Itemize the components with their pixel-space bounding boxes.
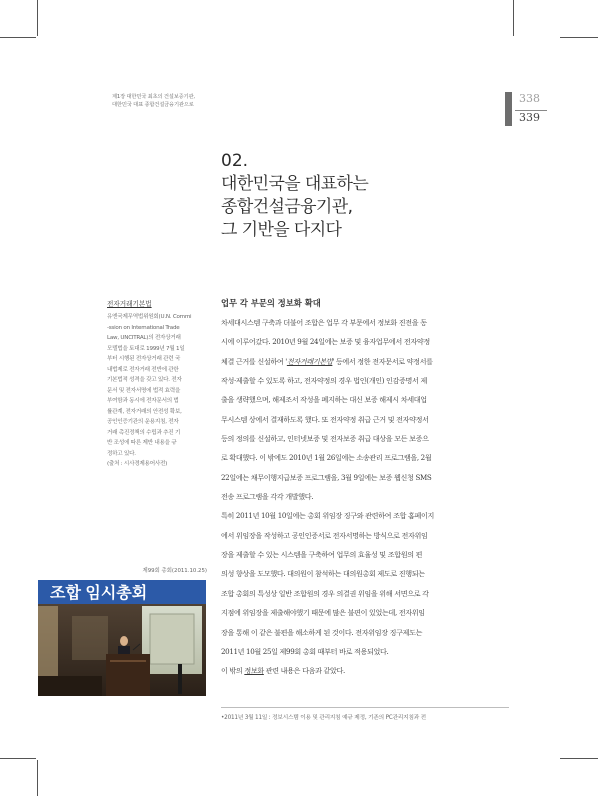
note-line: Law, UNCITRAL)의 전자상거래 [107, 335, 181, 341]
note-line: 공인인증기관의 운용지침, 전자 [107, 419, 179, 425]
note-line: 정하고 있다. [107, 450, 136, 457]
section-title [221, 173, 481, 242]
crop-mark [513, 0, 514, 36]
note-line: 유엔국제무역법위원회(U.N. Commi [107, 314, 192, 320]
note-line: 부터 시행된 전자상거래 관련 국 [107, 356, 181, 362]
body-line: 지점에 위임장을 제출해야했기 때문에 많은 불편이 있었는데, 전자위임 [221, 608, 425, 618]
body-line: 무시스템 상에서 결재하도록 했다. 또 전자약정 취급 근거 및 전자약정서 [221, 414, 429, 424]
article-body [221, 313, 511, 681]
crop-mark [37, 760, 38, 796]
body-line: 특히 2011년 10월 10일에는 총회 위임장 징구와 관련하여 조합 홈페이지 [221, 511, 435, 521]
body-line [221, 661, 511, 680]
note-line: 내법제로 전자거래 전반에 관한 [107, 366, 179, 373]
photo-caption: 제99회 총회(2011.10.25) [142, 568, 207, 574]
section-title-line: 종합건설금융기관, [221, 197, 353, 217]
page-tab-marker [505, 92, 512, 126]
section-title-line: 대한민국을 대표하는 [221, 174, 369, 194]
running-head-line: 제1장 대한민국 최초의 건설보증기관, [112, 94, 195, 100]
body-text-span: ' 등에서 정한 전자문서로 약정서를 [332, 356, 433, 366]
body-line: 2011년 10월 25일 제99회 총회 때부터 바로 적용되었다. [221, 646, 389, 656]
note-title: 전자거래기본법 [107, 300, 152, 308]
assembly-photo-image [38, 580, 206, 696]
crop-mark [37, 0, 38, 36]
body-line: 작성·제출할 수 있도록 하고, 전자약정의 경우 법인(개인) 인감증명서 제 [221, 376, 427, 386]
running-head [112, 93, 252, 109]
body-text-span: 관련 내용은 다음과 같았다. [263, 666, 345, 676]
body-line: 의성 향상을 도모했다. 대의원이 참석하는 대의원총회 제도로 진행되는 [221, 569, 425, 579]
footnote: •2011년 3월 11일 : 정보시스템 이용 및 관리지침 예규 제정, 기존의 PC관리지침과 전 [221, 715, 426, 721]
note-line: 모델법을 토대로 1999년 7월 1일 [107, 345, 185, 352]
page-number-right: 339 [519, 111, 540, 124]
body-line: 장을 제출할 수 있는 시스템을 구축하여 업무의 효율성 및 조합원의 편 [221, 550, 423, 560]
body-line: 에서 위임장을 작성하고 공인인증서로 전자서명하는 방식으로 전자위임 [221, 530, 428, 540]
body-text-span: 이 밖의 [221, 666, 245, 676]
note-line: 부여함과 동시에 전자문서의 법 [107, 398, 179, 404]
body-line: 차세대시스템 구축과 더불어 조합은 업무 각 부문에서 정보화 진전을 동 [221, 318, 427, 327]
running-head-line: 대한민국 대표 종합건설금융기관으로 [112, 102, 194, 108]
body-line: 전송 프로그램을 각각 개발했다. [221, 492, 314, 502]
body-text-span: 체결 근거를 신설하여 ' [221, 356, 287, 366]
photo-banner-text: 조합 임시총회 [50, 585, 148, 602]
body-line: 등의 정의를 신설하고, 인터넷보증 및 전자보증 취급 대상을 모든 보증으 [221, 434, 429, 444]
footnote-divider [221, 707, 509, 708]
crop-mark [0, 758, 36, 759]
sidebar-note [107, 300, 207, 470]
body-line: 조합 총회의 특성상 일반 조합원의 경우 의결권 위임을 위해 서면으로 각 [221, 588, 429, 598]
page-number-left: 338 [519, 92, 540, 105]
note-line: 거래 촉진정책의 수립과 추진 기 [107, 429, 181, 436]
crop-mark [560, 37, 598, 38]
crop-mark [0, 37, 36, 38]
body-line [221, 352, 511, 371]
body-line: 로 확대했다. 이 밖에도 2010년 1월 26일에는 소송관리 프로그램을, 2월 [221, 453, 432, 463]
article-subhead: 업무 각 부문의 정보화 확대 [221, 298, 321, 308]
note-line: 기본법적 성격을 갖고 있다. 전자 [107, 377, 182, 383]
section-number: 02. [221, 151, 249, 171]
body-line: 장을 통해 이 같은 불편을 해소하게 된 것이다. 전자위임장 징구제도는 [221, 627, 423, 637]
note-line: 반 조성에 따른 제반 내용을 규 [107, 440, 177, 446]
body-line: 22일에는 채무이행지급보증 프로그램을, 3월 9일에는 보증 웹신청 SMS [221, 472, 432, 482]
note-body [107, 312, 207, 470]
glossary-term-link[interactable]: 전자거래기본법 [286, 356, 333, 366]
body-line: 시에 이루어갔다. 2010년 9월 24일에는 보증 및 융자업무에서 전자약정 [221, 337, 430, 347]
crop-mark [560, 758, 598, 759]
note-line: 문서 및 전자서명에 법적 효력을 [107, 387, 181, 394]
note-line: -ssion on International Trade [107, 324, 180, 331]
note-line: (출처 : 시사경제용어사전) [107, 461, 168, 467]
body-line: 출을 생략했으며, 해제조서 작성을 폐지하는 대신 보증 해제시 차세대업 [221, 395, 427, 405]
note-line: 률관계, 전자거래의 안전성 확보, [107, 408, 182, 415]
info-term-link[interactable]: 정보화 [244, 666, 264, 676]
section-title-line: 그 기반을 다지다 [221, 220, 342, 240]
assembly-photo [38, 580, 206, 696]
